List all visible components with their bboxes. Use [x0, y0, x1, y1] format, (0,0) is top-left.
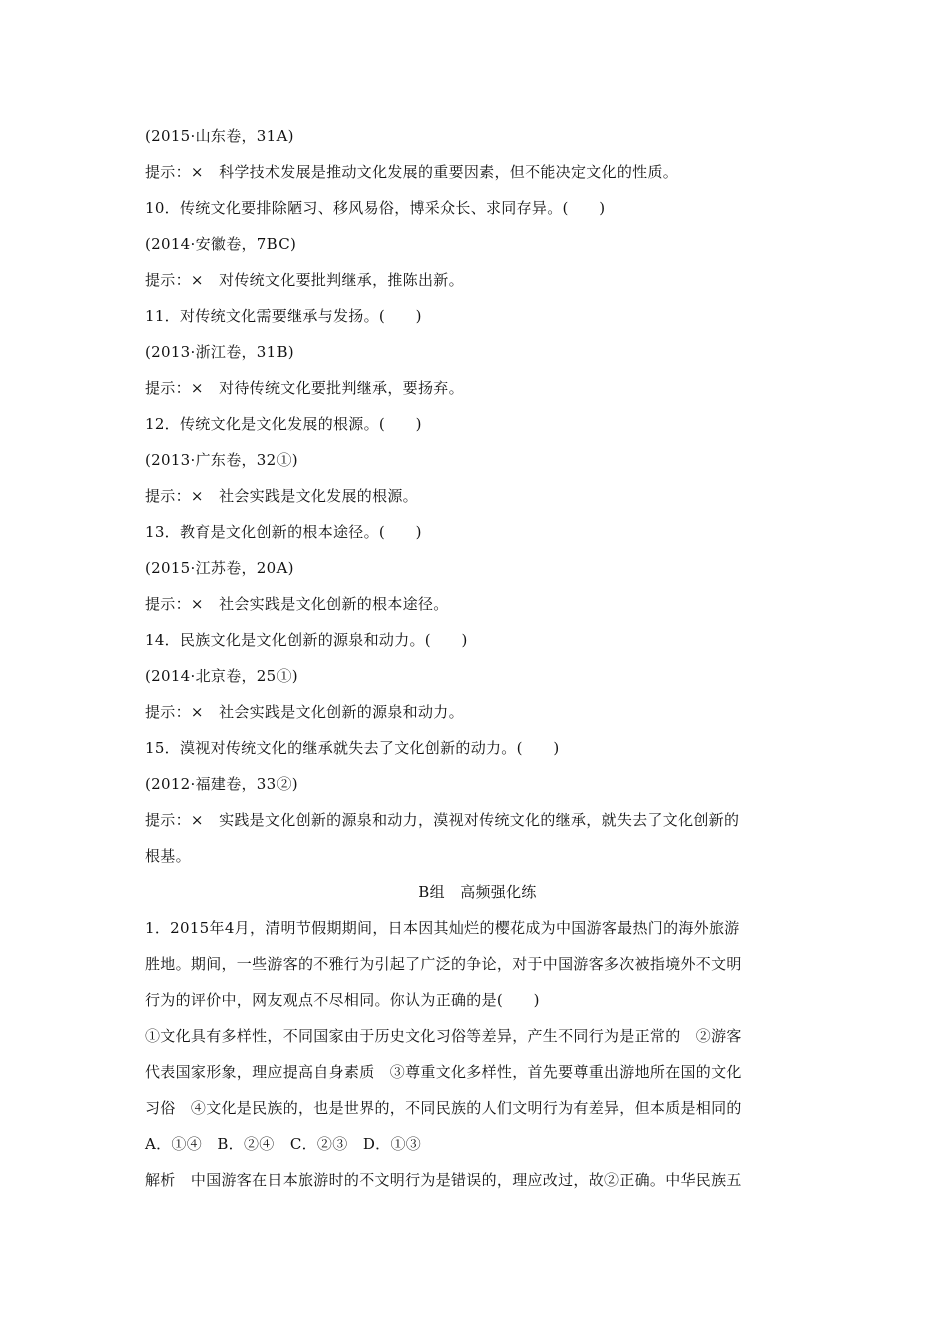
source-citation: (2015·江苏卷，20A) [145, 559, 294, 577]
question-1-options: 代表国家形象，理应提高自身素质 ③尊重文化多样性，首先要尊重出游地所在国的文化 [145, 1063, 742, 1081]
question-1-choices: A．①④ B．②④ C．②③ D．①③ [145, 1135, 422, 1153]
hint-text: 提示：× 科学技术发展是推动文化发展的重要因素，但不能决定文化的性质。 [145, 163, 679, 181]
hint-text: 提示：× 对传统文化要批判继承，推陈出新。 [145, 271, 464, 289]
question-1-stem: 胜地。期间，一些游客的不雅行为引起了广泛的争论，对于中国游客多次被指境外不文明 [145, 955, 742, 973]
hint-text: 提示：× 社会实践是文化创新的源泉和动力。 [145, 703, 464, 721]
question-11: 11．对传统文化需要继承与发扬。( ) [145, 307, 422, 325]
hint-text: 提示：× 社会实践是文化发展的根源。 [145, 487, 418, 505]
source-citation: (2014·安徽卷，7BC) [145, 235, 297, 253]
question-12: 12．传统文化是文化发展的根源。( ) [145, 415, 422, 433]
question-1-options: ①文化具有多样性，不同国家由于历史文化习俗等差异，产生不同行为是正常的 ②游客 [145, 1027, 742, 1045]
hint-text: 提示：× 对待传统文化要批判继承，要扬弃。 [145, 379, 464, 397]
hint-text: 提示：× 实践是文化创新的源泉和动力，漠视对传统文化的继承，就失去了文化创新的 [145, 811, 740, 829]
source-citation: (2013·浙江卷，31B) [145, 343, 294, 361]
source-citation: (2015·山东卷，31A) [145, 127, 294, 145]
source-citation: (2013·广东卷，32①) [145, 451, 298, 469]
source-citation: (2014·北京卷，25①) [145, 667, 298, 685]
question-1-stem: 行为的评价中，网友观点不尽相同。你认为正确的是( ) [145, 991, 540, 1009]
analysis-text: 解析 中国游客在日本旅游时的不文明行为是错误的，理应改过，故②正确。中华民族五 [145, 1171, 742, 1189]
question-1-options: 习俗 ④文化是民族的，也是世界的，不同民族的人们文明行为有差异，但本质是相同的 [145, 1099, 742, 1117]
source-citation: (2012·福建卷，33②) [145, 775, 298, 793]
question-10: 10．传统文化要排除陋习、移风易俗，博采众长、求同存异。( ) [145, 199, 606, 217]
hint-text: 根基。 [145, 847, 191, 865]
question-15: 15．漠视对传统文化的继承就失去了文化创新的动力。( ) [145, 739, 560, 757]
document-page [145, 118, 810, 1198]
hint-text: 提示：× 社会实践是文化创新的根本途径。 [145, 595, 449, 613]
section-heading: B组 高频强化练 [418, 883, 537, 901]
question-14: 14．民族文化是文化创新的源泉和动力。( ) [145, 631, 468, 649]
question-1-stem: 1．2015年4月，清明节假期期间，日本因其灿烂的樱花成为中国游客最热门的海外旅游 [145, 919, 740, 937]
question-13: 13．教育是文化创新的根本途径。( ) [145, 523, 422, 541]
